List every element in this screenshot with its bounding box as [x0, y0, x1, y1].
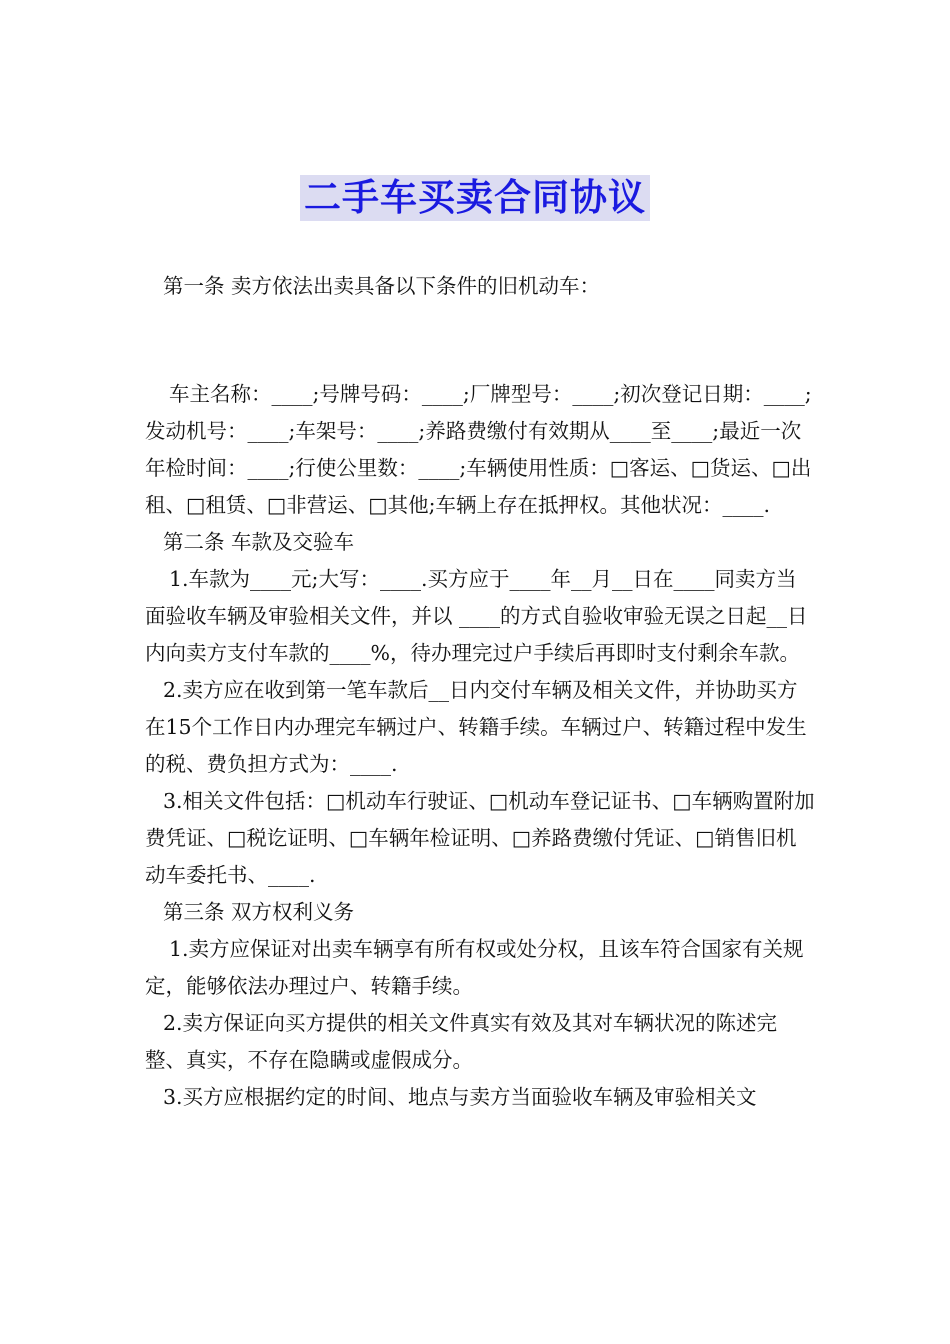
- article-2-item-1: 1.车款为____元;大写：____.买方应于____年__月__日在____同卖方当面验收车辆及审验相关文件，并以 ____的方式自验收审验无误之日起__日内向卖方支付车款的____%，待办理完过户手续后再即时支付剩余车款。: [145, 567, 808, 665]
- article-2-heading: 第二条 车款及交验车: [163, 530, 355, 554]
- article-3-item-3: 3.买方应根据约定的时间、地点与卖方当面验收车辆及审验相关文: [163, 1085, 757, 1109]
- article-1-body: 车主名称：____;号牌号码：____;厂牌型号：____;初次登记日期：____;发动机号：____;车架号：____;养路费缴付有效期从____至____;最近一次年检时间：____;行使公里数：____;车辆使用性质：□客运、□货运、□出租、□租赁、□非营运、□其他;车辆上存在抵押权。其他状况：____.: [145, 382, 812, 517]
- article-2-item-2: 2.卖方应在收到第一笔车款后__日内交付车辆及相关文件，并协助买方在15个工作日内办理完车辆过户、转籍手续。车辆过户、转籍过程中发生的税、费负担方式为：____.: [145, 678, 807, 776]
- article-1-heading: 第一条 卖方依法出卖具备以下条件的旧机动车：: [163, 274, 601, 298]
- article-2-item-3: 3.相关文件包括：□机动车行驶证、□机动车登记证书、□车辆购置附加费凭证、□税讫证明、□车辆年检证明、□养路费缴付凭证、□销售旧机动车委托书、____.: [145, 789, 815, 887]
- article-3-heading: 第三条 双方权利义务: [163, 900, 355, 924]
- title-wrap: [0, 175, 950, 221]
- document-body: [145, 376, 815, 1116]
- document-title: 二手车买卖合同协议: [300, 175, 650, 221]
- article-3-item-1: 1.卖方应保证对出卖车辆享有所有权或处分权，且该车符合国家有关规定，能够依法办理过户、转籍手续。: [145, 937, 804, 998]
- article-3-item-2: 2.卖方保证向买方提供的相关文件真实有效及其对车辆状况的陈述完整、真实，不存在隐瞒或虚假成分。: [145, 1011, 778, 1072]
